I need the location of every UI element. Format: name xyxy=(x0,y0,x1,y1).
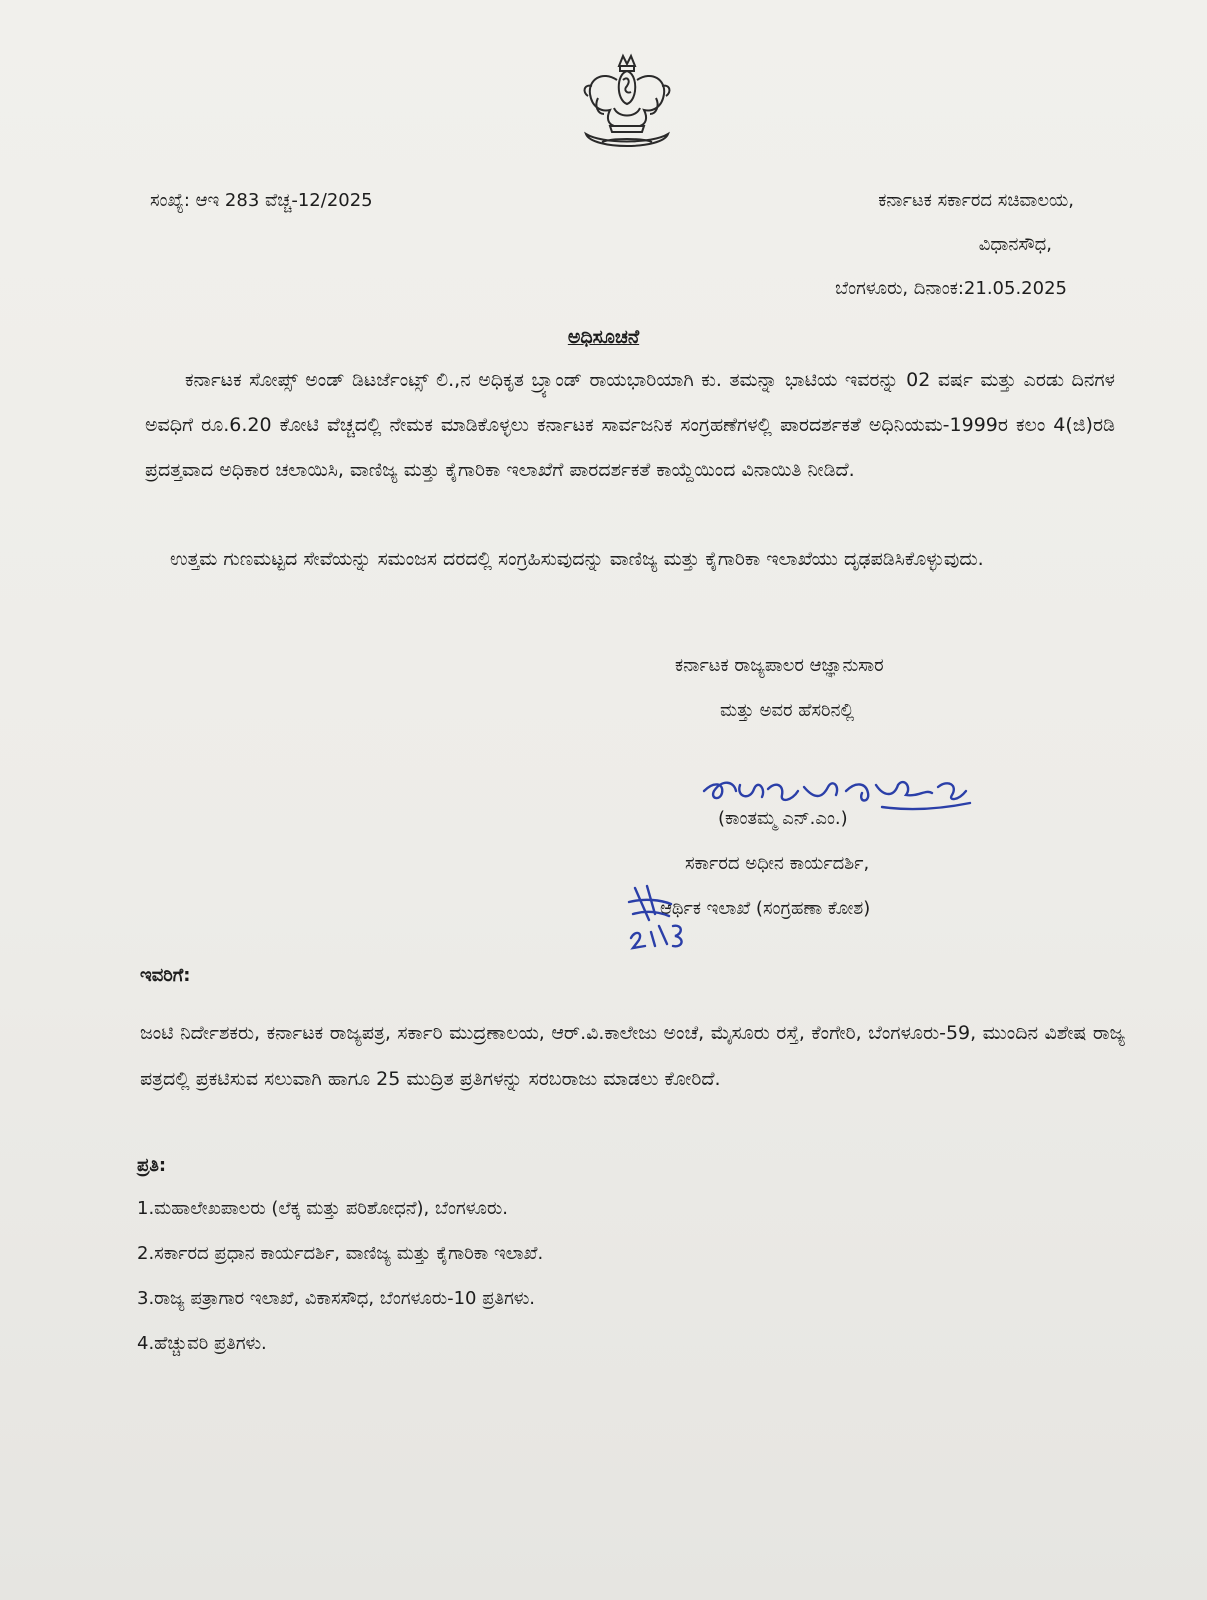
copy-item: 3.ರಾಜ್ಯ ಪತ್ರಾಗಾರ ಇಲಾಖೆ, ವಿಕಾಸಸೌಧ, ಬೆಂಗಳೂರು-10 ಪ್ರತಿಗಳು. xyxy=(137,1288,536,1309)
addressee-paragraph: ಜಂಟಿ ನಿರ್ದೇಶಕರು, ಕರ್ನಾಟಕ ರಾಜ್ಯಪತ್ರ, ಸರ್ಕಾರಿ ಮುದ್ರಣಾಲಯ, ಆರ್.ವಿ.ಕಾಲೇಜು ಅಂಚೆ, ಮೈಸೂರು ರಸ್ತೆ, ಕೆಂಗೇರಿ, ಬೆಂಗಳೂರು-59, ಮುಂದಿನ ವಿಶೇಷ ರಾಜ್ಯ ಪತ್ರದಲ್ಲಿ ಪ್ರಕಟಿಸುವ ಸಲುವಾಗಿ ಹಾಗೂ 25 ಮುದ್ರಿತ ಪ್ರತಿಗಳನ್ನು ಸರಬರಾಜು ಮಾಡಲು ಕೋರಿದೆ. xyxy=(140,1022,1125,1090)
copy-item: 2.ಸರ್ಕಾರದ ಪ್ರಧಾನ ಕಾರ್ಯದರ್ಶಿ, ವಾಣಿಜ್ಯ ಮತ್ತು ಕೈಗಾರಿಕಾ ಇಲಾಖೆ. xyxy=(137,1243,544,1264)
signatory-designation: ಸರ್ಕಾರದ ಅಧೀನ ಕಾರ್ಯದರ್ಶಿ, xyxy=(685,853,870,874)
address-line-2: ವಿಧಾನಸೌಧ, xyxy=(978,234,1052,255)
signatory-name: (ಕಾಂತಮ್ಮ ಎನ್.ಎಂ.) xyxy=(718,808,848,829)
address-date-line: ಬೆಂಗಳೂರು, ದಿನಾಂಕ:21.05.2025 xyxy=(835,278,1067,299)
karnataka-emblem-icon xyxy=(572,52,682,156)
notification-heading: ಅಧಿಸೂಚನೆ xyxy=(567,326,640,348)
body-paragraph-1: ಕರ್ನಾಟಕ ಸೋಪ್ಸ್ ಅಂಡ್ ಡಿಟರ್ಜೆಂಟ್ಸ್ ಲಿ.,ನ ಅಧಿಕೃತ ಬ್ರ್ಯಾಂಡ್ ರಾಯಭಾರಿಯಾಗಿ ಕು. ತಮನ್ನಾ ಭಾಟಿಯ ಇವರನ್ನು 02 ವರ್ಷ ಮತ್ತು ಎರಡು ದಿನಗಳ ಅವಧಿಗೆ ರೂ.6.20 ಕೋಟಿ ವೆಚ್ಚದಲ್ಲಿ ನೇಮಕ ಮಾಡಿಕೊಳ್ಳಲು ಕರ್ನಾಟಕ ಸಾರ್ವಜನಿಕ ಸಂಗ್ರಹಣೆಗಳಲ್ಲಿ ಪಾರದರ್ಶಕತೆ ಅಧಿನಿಯಮ-1999ರ ಕಲಂ 4(ಜಿ)ರಡಿ ಪ್ರದತ್ತವಾದ ಅಧಿಕಾರ ಚಲಾಯಿಸಿ, ವಾಣಿಜ್ಯ ಮತ್ತು ಕೈಗಾರಿಕಾ ಇಲಾಖೆಗೆ ಪಾರದರ್ಶಕತೆ ಕಾಯ್ದೆಯಿಂದ ವಿನಾಯಿತಿ ನೀಡಿದೆ. xyxy=(145,369,1115,481)
order-line-1: ಕರ್ನಾಟಕ ರಾಜ್ಯಪಾಲರ ಆಜ್ಞಾನುಸಾರ xyxy=(675,655,884,676)
body-paragraph-2: ಉತ್ತಮ ಗುಣಮಟ್ಟದ ಸೇವೆಯನ್ನು ಸಮಂಜಸ ದರದಲ್ಲಿ ಸಂಗ್ರಹಿಸುವುದನ್ನು ವಾಣಿಜ್ಯ ಮತ್ತು ಕೈಗಾರಿಕಾ ಇಲಾಖೆಯು ದೃಢಪಡಿಸಿಕೊಳ್ಳುವುದು. xyxy=(170,548,984,570)
copy-item: 4.ಹೆಚ್ಚುವರಿ ಪ್ರತಿಗಳು. xyxy=(137,1333,267,1354)
addressee-label: ಇವರಿಗೆ: xyxy=(140,965,191,986)
copy-item: 1.ಮಹಾಲೇಖಪಾಲರು (ಲೆಕ್ಕ ಮತ್ತು ಪರಿಶೋಧನೆ), ಬೆಂಗಳೂರು. xyxy=(137,1198,508,1219)
reference-number: ಸಂಖ್ಯೆ: ಆಇ 283 ವೆಚ್ಚ-12/2025 xyxy=(150,190,373,211)
handwritten-initials xyxy=(625,880,695,960)
address-line-1: ಕರ್ನಾಟಕ ಸರ್ಕಾರದ ಸಚಿವಾಲಯ, xyxy=(878,190,1074,211)
copy-to-label: ಪ್ರತಿ: xyxy=(137,1155,167,1176)
signatory-department: ಆರ್ಥಿಕ ಇಲಾಖೆ (ಸಂಗ್ರಹಣಾ ಕೋಶ) xyxy=(660,898,871,919)
order-line-2: ಮತ್ತು ಅವರ ಹೆಸರಿನಲ್ಲಿ xyxy=(720,700,855,721)
